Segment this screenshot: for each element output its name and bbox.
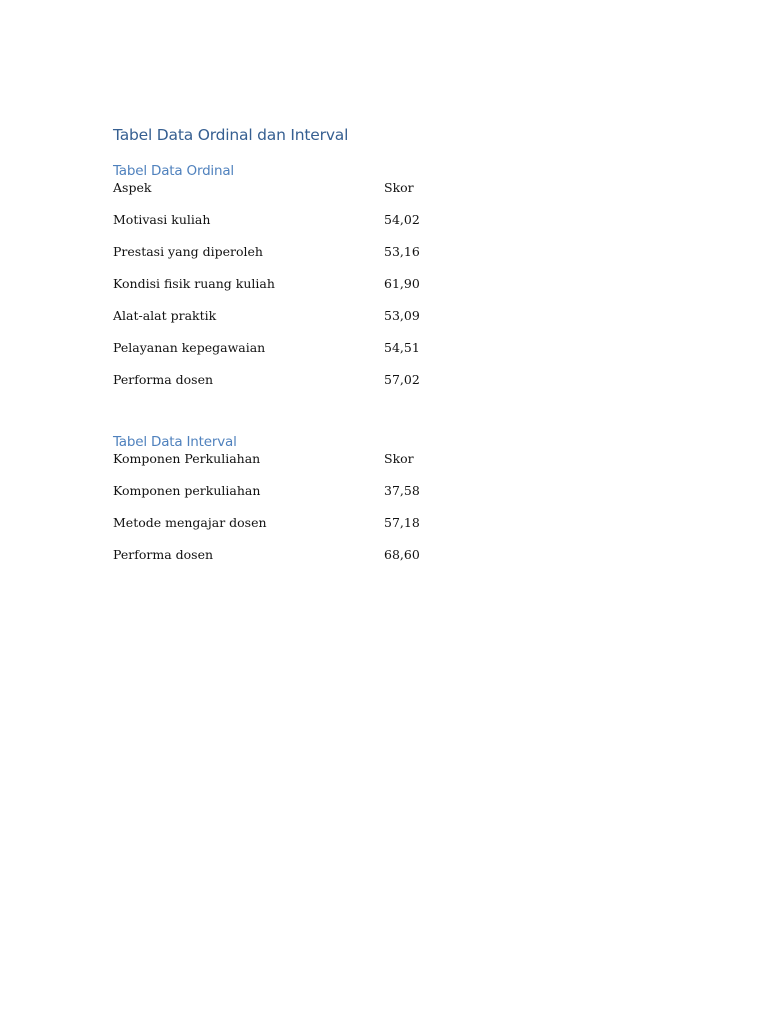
row-score: 61,90: [384, 276, 420, 291]
table-row: [113, 515, 673, 547]
row-label: Pelayanan kepegawaian: [113, 340, 266, 355]
table-header-row: [113, 451, 673, 483]
table-row: [113, 212, 673, 244]
table-row: [113, 308, 673, 340]
column-header-aspek: Aspek: [113, 180, 152, 195]
row-score: 57,02: [384, 372, 420, 387]
row-label: Performa dosen: [113, 372, 214, 387]
table-row: [113, 547, 673, 579]
row-score: 54,02: [384, 212, 420, 227]
row-label: Motivasi kuliah: [113, 212, 211, 227]
row-score: 54,51: [384, 340, 420, 355]
document-title: Tabel Data Ordinal dan Interval: [113, 126, 349, 144]
document-page: [113, 124, 673, 579]
interval-table-heading: Tabel Data Interval: [113, 434, 237, 450]
row-label: Komponen perkuliahan: [113, 483, 261, 498]
row-score: 53,09: [384, 308, 420, 323]
ordinal-table: [113, 180, 673, 404]
row-score: 57,18: [384, 515, 420, 530]
table-row: [113, 340, 673, 372]
column-header-skor: Skor: [384, 451, 414, 466]
table-row: [113, 276, 673, 308]
row-label: Performa dosen: [113, 547, 214, 562]
row-label: Metode mengajar dosen: [113, 515, 267, 530]
row-score: 37,58: [384, 483, 420, 498]
ordinal-table-heading: Tabel Data Ordinal: [113, 163, 234, 179]
table-header-row: [113, 180, 673, 212]
row-label: Alat-alat praktik: [113, 308, 217, 323]
table-row: [113, 372, 673, 404]
row-score: 68,60: [384, 547, 420, 562]
table-row: [113, 483, 673, 515]
row-label: Prestasi yang diperoleh: [113, 244, 263, 259]
column-header-skor: Skor: [384, 180, 414, 195]
column-header-komponen: Komponen Perkuliahan: [113, 451, 261, 466]
row-label: Kondisi fisik ruang kuliah: [113, 276, 275, 291]
interval-table: [113, 451, 673, 579]
row-score: 53,16: [384, 244, 420, 259]
table-row: [113, 244, 673, 276]
